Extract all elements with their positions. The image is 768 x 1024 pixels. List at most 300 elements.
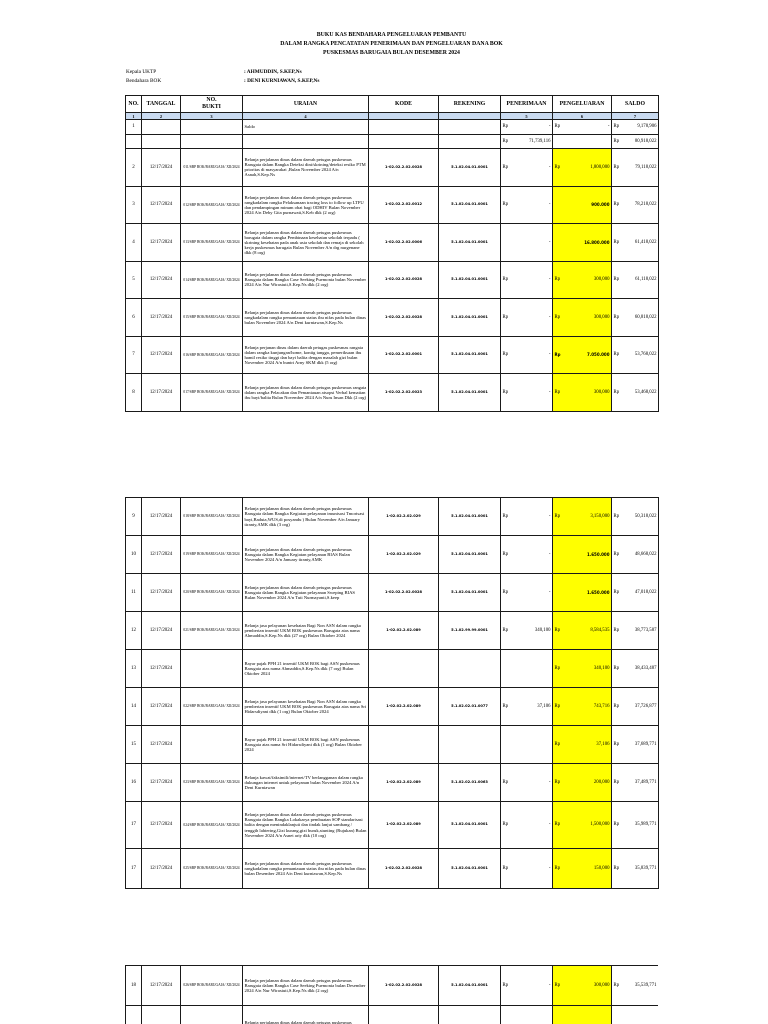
cell-no: 16 bbox=[126, 764, 142, 802]
cell-bukti: 024/SBP BOK/BARUGAIA/ XII/2024 bbox=[181, 802, 243, 849]
cell-pengeluaran bbox=[553, 612, 612, 650]
ledger-row bbox=[126, 299, 659, 337]
ledger-row bbox=[126, 149, 659, 187]
amount-penerimaan bbox=[503, 983, 551, 988]
cell-saldo bbox=[612, 966, 659, 1006]
cell-bukti: 022/SBP BOK/BARUGAIA/ XII/2024 bbox=[181, 688, 243, 726]
cell-kode: 1-02.02.2.02.089 bbox=[369, 688, 439, 726]
cell-uraian: Bayar pajak PPH 21 insentif UKM BOK bagi ASN puskesmas Barugaia atas nama Sri Hidarsdiyani dkk (1 org) Bulan Oktober 2024 bbox=[243, 726, 369, 764]
ledger-table bbox=[125, 965, 658, 1024]
amount-pengeluaran bbox=[555, 983, 610, 988]
amount-value: 60,818,022 bbox=[634, 314, 657, 320]
amount-saldo bbox=[614, 742, 657, 747]
cell-tanggal: 12/17/2024 bbox=[142, 726, 181, 764]
cell-pengeluaran bbox=[553, 849, 612, 889]
cell-bukti bbox=[181, 726, 243, 764]
amount-value: 61,418,022 bbox=[634, 239, 657, 245]
cell-penerimaan bbox=[501, 849, 553, 889]
ledger-table bbox=[125, 95, 659, 412]
currency-label: Rp bbox=[554, 352, 561, 358]
official-name: : AHMUDDIN, S.KEP,Ns bbox=[244, 69, 302, 75]
amount-pengeluaran bbox=[555, 352, 610, 357]
amount-value: - bbox=[548, 202, 551, 208]
ledger-row bbox=[126, 574, 659, 612]
cell-no: 15 bbox=[126, 726, 142, 764]
currency-label: Rp bbox=[554, 865, 561, 871]
amount-penerimaan bbox=[503, 822, 551, 827]
cell-tanggal: 12/17/2024 bbox=[142, 336, 181, 374]
cell-uraian: Bayar pajak PPH 21 insentif UKM BOK bagi ASN puskesmas Barugaia atas nama Ahmaddin,S.Kep.Ns dkk (7 org) Bulan Oktober 2024 bbox=[243, 650, 369, 688]
cell-pengeluaran bbox=[553, 224, 612, 262]
amount-value: 743,716 bbox=[593, 703, 610, 709]
cell-no: 17 bbox=[126, 802, 142, 849]
col-header-penerimaan: PENERIMAAN bbox=[501, 96, 553, 113]
ledger-row bbox=[126, 650, 659, 688]
amount-penerimaan bbox=[503, 780, 551, 785]
cell-pengeluaran bbox=[553, 498, 612, 536]
cell-rekening bbox=[439, 1006, 501, 1024]
amount-saldo bbox=[614, 514, 657, 519]
cell-kode: 1-02.02.2.02.029 bbox=[369, 536, 439, 574]
currency-label: Rp bbox=[502, 703, 509, 709]
currency-label: Rp bbox=[554, 741, 561, 747]
cell-uraian: Belanja perjalanan dinas dalam daerah petugas puskesmas Barugaia dalam Rangka Case Seeking Puemonia bulan Desember 2024 A/n Nur Wirastuti,S.Kep.Ns dkk (2 org) bbox=[243, 966, 369, 1006]
currency-label: Rp bbox=[613, 741, 620, 747]
col-header-no-bukti bbox=[181, 96, 243, 113]
amount-value: 35,989,771 bbox=[634, 822, 657, 828]
cell-kode: 1-02.02.2.02.0028 bbox=[369, 966, 439, 1006]
cell-kode: 1-02.02.2.02.0023 bbox=[369, 374, 439, 412]
cell-saldo bbox=[612, 688, 659, 726]
official-row bbox=[126, 77, 446, 86]
amount-pengeluaran bbox=[555, 780, 610, 785]
cell-no: 9 bbox=[126, 498, 142, 536]
cell-uraian: Belanja perjalanan dinas dalam daerah petugas puskesmas Barugaia dalam Rangka Kegiatan pelayanan Sweping BIAS Bulan November 2024 A/n Tuti Nurmayanti,S.keep bbox=[243, 574, 369, 612]
currency-label: Rp bbox=[502, 138, 509, 144]
currency-label: Rp bbox=[613, 239, 620, 245]
cell-penerimaan bbox=[501, 574, 553, 612]
cell-rekening: 5.1.02.02.01.0063 bbox=[439, 764, 501, 802]
currency-label: Rp bbox=[613, 164, 620, 170]
title-line-3: PUSKESMAS BARUGAIA BULAN DESEMBER 2024 bbox=[323, 50, 460, 56]
cell-rekening: 5.1.02.04.01.0001 bbox=[439, 149, 501, 187]
amount-value: 37,726,877 bbox=[634, 703, 657, 709]
currency-label: Rp bbox=[502, 865, 509, 871]
ledger-row bbox=[126, 966, 659, 1006]
currency-label: Rp bbox=[554, 164, 561, 170]
cell-kode: 1-02.02.2.02.0028 bbox=[369, 849, 439, 889]
currency-label: Rp bbox=[613, 982, 620, 988]
amount-value: 53,468,022 bbox=[634, 389, 657, 395]
cell-uraian: Belanja jasa pelayanan kesehatan Bagi Non ASN dalam rangka pemberian insentif UKM BOK puskesmas Barugaia atas nama Ahmaddin,S.Kep.Ns dkk (27 org) Bulan Oktober 2024 bbox=[243, 612, 369, 650]
amount-value: 200,000 bbox=[593, 779, 610, 785]
amount-saldo bbox=[614, 202, 657, 207]
amount-penerimaan bbox=[503, 628, 551, 633]
col-header-no-bukti-line2: BUKTI bbox=[202, 104, 221, 110]
col-header-kode: KODE bbox=[369, 96, 439, 113]
amount-penerimaan bbox=[503, 866, 551, 871]
cell-uraian: Belanja perjalanan dinas dalam daerah petugas puskesmas rangkadalam rangka Pelaksanaan tracing loss to follow up LTFU dan pendampingan minum obat bagi ODHIV Bulan November 2024 A/n Deby Gita purnawati,S.Keb dkk (2 org) bbox=[243, 186, 369, 224]
ledger-row bbox=[126, 764, 659, 802]
cell-no: 7 bbox=[126, 336, 142, 374]
cell-bukti: 020/SBP BOK/BARUGAIA/ XII/2024 bbox=[181, 574, 243, 612]
cell-bukti bbox=[181, 134, 243, 149]
ledger-sheet-2 bbox=[125, 497, 658, 889]
col-header-tanggal: TANGGAL bbox=[142, 96, 181, 113]
amount-penerimaan bbox=[503, 139, 551, 144]
cell-uraian: Belanja jasa pelayanan kesehatan Bagi Non ASN dalam rangka pemberian insentif UKM BOK puskesmas Barugaia atas nama Sri Hidarsdiyani dkk (1 org) Bulan Oktober 2024 bbox=[243, 688, 369, 726]
currency-label: Rp bbox=[554, 124, 561, 130]
cell-penerimaan bbox=[501, 688, 553, 726]
amount-saldo bbox=[614, 315, 657, 320]
col-header-no: NO. bbox=[126, 96, 142, 113]
cell-bukti bbox=[181, 120, 243, 135]
currency-label: Rp bbox=[502, 779, 509, 785]
cell-tanggal: 12/17/2024 bbox=[142, 574, 181, 612]
currency-label: Rp bbox=[613, 627, 620, 633]
amount-value: 1.650.000 bbox=[586, 589, 610, 595]
cell-kode bbox=[369, 120, 439, 135]
currency-label: Rp bbox=[613, 865, 620, 871]
title-line-2: DALAM RANGKA PENCATATAN PENERIMAAN DAN PENGELUARAN DANA BOK bbox=[280, 41, 503, 47]
cell-no: 13 bbox=[126, 650, 142, 688]
cell-penerimaan bbox=[501, 186, 553, 224]
amount-value: 900.000 bbox=[591, 202, 610, 208]
cell-tanggal: 12/17/2024 bbox=[142, 764, 181, 802]
ledger-row bbox=[126, 134, 659, 149]
currency-label: Rp bbox=[613, 779, 620, 785]
cell-no bbox=[126, 1006, 142, 1024]
amount-value: - bbox=[548, 239, 551, 245]
amount-pengeluaran bbox=[555, 666, 610, 671]
cell-rekening: 5.1.02.04.01.0001 bbox=[439, 261, 501, 299]
cell-kode: 1-02.02.2.02.0028 bbox=[369, 261, 439, 299]
amount-value: 16.800.000 bbox=[584, 239, 610, 245]
amount-pengeluaran bbox=[555, 822, 610, 827]
cell-penerimaan bbox=[501, 261, 553, 299]
cell-uraian: Belanja perjalanan dinas dalam daerah petugas puskesmas rangaia dalam rangka Pelacakan dan Pemantauan atsopsi Verbal kematian ibu bayi/balita Bulan November 2024 A/n Nuru Insan Dkk (2 org) bbox=[243, 374, 369, 412]
cell-bukti: 014/SBP BOK/BARUGAIA/ XII/2024 bbox=[181, 261, 243, 299]
cell-kode bbox=[369, 726, 439, 764]
currency-label: Rp bbox=[554, 627, 561, 633]
currency-label: Rp bbox=[554, 779, 561, 785]
currency-label: Rp bbox=[554, 982, 561, 988]
currency-label: Rp bbox=[613, 277, 620, 283]
amount-value: 300,000 bbox=[593, 982, 610, 988]
cell-tanggal bbox=[142, 134, 181, 149]
cell-no: 10 bbox=[126, 536, 142, 574]
cell-kode bbox=[369, 134, 439, 149]
cell-tanggal bbox=[142, 1006, 181, 1024]
cell-rekening: 5.1.02.04.01.0001 bbox=[439, 224, 501, 262]
amount-pengeluaran bbox=[555, 165, 610, 170]
amount-value: - bbox=[548, 589, 551, 595]
currency-label: Rp bbox=[502, 627, 509, 633]
cell-penerimaan bbox=[501, 764, 553, 802]
cell-bukti: 016/SBP BOK/BARUGAIA/ XII/2024 bbox=[181, 336, 243, 374]
cell-pengeluaran bbox=[553, 186, 612, 224]
cell-kode: 1-02.02.2.02.089 bbox=[369, 612, 439, 650]
amount-saldo bbox=[614, 124, 657, 129]
cell-rekening: 5.1.02.04.01.0001 bbox=[439, 802, 501, 849]
cell-tanggal: 12/17/2024 bbox=[142, 149, 181, 187]
cell-saldo bbox=[612, 134, 659, 149]
amount-value: - bbox=[548, 822, 551, 828]
cell-pengeluaran bbox=[553, 650, 612, 688]
currency-label: Rp bbox=[613, 138, 620, 144]
cell-no: 2 bbox=[126, 149, 142, 187]
ledger-row bbox=[126, 120, 659, 135]
amount-penerimaan bbox=[503, 202, 551, 207]
currency-label: Rp bbox=[613, 202, 620, 208]
cell-rekening bbox=[439, 134, 501, 149]
cell-tanggal bbox=[142, 120, 181, 135]
cell-kode bbox=[369, 1006, 439, 1024]
official-row bbox=[126, 68, 446, 77]
currency-label: Rp bbox=[502, 551, 509, 557]
currency-label: Rp bbox=[613, 551, 620, 557]
amount-value: - bbox=[607, 124, 610, 130]
amount-value: 1,800,000 bbox=[590, 164, 610, 170]
cell-no: 5 bbox=[126, 261, 142, 299]
amount-penerimaan bbox=[503, 704, 551, 709]
cell-uraian: Belanja kawat/faksimili/internet/TV berlangganan dalam rangka dukungan internet untuk pelayanan bulan November 2024 A/n Deni Kurniawan bbox=[243, 764, 369, 802]
amount-value: 340,100 bbox=[534, 627, 551, 633]
cell-tanggal: 12/17/2024 bbox=[142, 498, 181, 536]
cell-rekening: 5.1.02.04.01.0001 bbox=[439, 498, 501, 536]
amount-saldo bbox=[614, 552, 657, 557]
cell-tanggal: 12/17/2024 bbox=[142, 261, 181, 299]
header-row bbox=[126, 96, 659, 113]
amount-penerimaan bbox=[503, 315, 551, 320]
amount-value: - bbox=[548, 865, 551, 871]
amount-value: - bbox=[548, 277, 551, 283]
cell-saldo bbox=[612, 224, 659, 262]
column-number: 3 bbox=[181, 113, 243, 120]
cell-saldo bbox=[612, 498, 659, 536]
column-number bbox=[439, 113, 501, 120]
cell-penerimaan bbox=[501, 1006, 553, 1024]
cell-kode: 1-02.02.2.02.029 bbox=[369, 498, 439, 536]
currency-label: Rp bbox=[502, 389, 509, 395]
amount-value: 38,433,487 bbox=[634, 665, 657, 671]
cell-bukti: 026/SBP BOK/BARUGAIA/ XII/2024 bbox=[181, 966, 243, 1006]
amount-value: 53,768,022 bbox=[634, 352, 657, 358]
cell-saldo bbox=[612, 536, 659, 574]
cell-uraian: Belanja perjalanan dinas dalam daerah petugas puskesmas Barugaia dalam Rangka Lokakarya pembuatan SOP standarisasi balita dengan menindaklanjuti dan tindak lanjut sambang / tenggih lahtering,Gizi kurang,gizi buruk,stunting (Rujukan) Bulan November 2024 A/n Asnet ariy dkk (10 org) bbox=[243, 802, 369, 849]
cell-saldo bbox=[612, 120, 659, 135]
cell-kode: 1-02.02.2.02.089 bbox=[369, 802, 439, 849]
amount-value: 37,106 bbox=[537, 703, 551, 709]
column-number: 4 bbox=[243, 113, 369, 120]
amount-pengeluaran bbox=[555, 552, 610, 557]
cell-saldo bbox=[612, 726, 659, 764]
cell-pengeluaran bbox=[553, 536, 612, 574]
document-title bbox=[125, 31, 658, 58]
cell-kode: 1-02.02.2.02.0001 bbox=[369, 336, 439, 374]
amount-value: 50,318,022 bbox=[634, 513, 657, 519]
currency-label: Rp bbox=[554, 665, 561, 671]
amount-value: 78,218,022 bbox=[634, 202, 657, 208]
currency-label: Rp bbox=[554, 513, 561, 519]
amount-value: 35,539,771 bbox=[634, 982, 657, 988]
ledger-row bbox=[126, 612, 659, 650]
cell-no: 4 bbox=[126, 224, 142, 262]
amount-value: 37,689,771 bbox=[634, 741, 657, 747]
cell-pengeluaran bbox=[553, 374, 612, 412]
cell-no: 6 bbox=[126, 299, 142, 337]
cell-rekening: 5.1.02.02.01.0077 bbox=[439, 688, 501, 726]
cell-uraian: Belanja perjalanan dinas dalam daerah petugas puskesmas Barugaia dalam Rangka Deteksi dini/skrining/deteksi resiko PTM prioritas di masyarakat ,Bulan November 2024 A/n Asnah,S.Kep.Ns bbox=[243, 149, 369, 187]
cell-kode: 1-02.02.2.02.0006 bbox=[369, 224, 439, 262]
amount-penerimaan bbox=[503, 165, 551, 170]
amount-pengeluaran bbox=[555, 240, 610, 245]
officials-block bbox=[126, 68, 446, 86]
amount-value: - bbox=[548, 164, 551, 170]
cell-pengeluaran bbox=[553, 336, 612, 374]
amount-penerimaan bbox=[503, 277, 551, 282]
amount-pengeluaran bbox=[555, 704, 610, 709]
amount-value: - bbox=[548, 551, 551, 557]
ledger-row bbox=[126, 336, 659, 374]
amount-penerimaan bbox=[503, 240, 551, 245]
cell-saldo bbox=[612, 261, 659, 299]
ledger-row bbox=[126, 224, 659, 262]
cell-no: 17 bbox=[126, 849, 142, 889]
cell-uraian: Saldo bbox=[243, 120, 369, 135]
cell-saldo bbox=[612, 764, 659, 802]
cell-kode: 1-02.02.2.02.0012 bbox=[369, 186, 439, 224]
currency-label: Rp bbox=[502, 352, 509, 358]
cell-pengeluaran bbox=[553, 764, 612, 802]
cell-bukti: 019/SBP BOK/BARUGAIA/ XII/2024 bbox=[181, 536, 243, 574]
currency-label: Rp bbox=[613, 589, 620, 595]
cell-penerimaan bbox=[501, 134, 553, 149]
cell-penerimaan bbox=[501, 224, 553, 262]
currency-label: Rp bbox=[502, 589, 509, 595]
amount-value: - bbox=[548, 124, 551, 130]
amount-pengeluaran bbox=[555, 514, 610, 519]
cell-uraian: Belanja perjalanan dinas dalam daerah petugas puskesmas Barugaia dalam Rangka Case Seeking Puemonia bulan November 2024 A/n Nur Wirastuti,S.Kep.Ns dkk (2 org) bbox=[243, 261, 369, 299]
cell-saldo bbox=[612, 849, 659, 889]
cell-pengeluaran bbox=[553, 120, 612, 135]
column-number: 2 bbox=[142, 113, 181, 120]
currency-label: Rp bbox=[554, 314, 561, 320]
cell-saldo bbox=[612, 650, 659, 688]
cell-uraian: Belanja perjalanan dinas dalam daerah petugas puskesmas Barugaia dalam Rangka Kegiatan pelayanan imunisasi Tmorisasi bayi,Baduta,WUS,di posyandu ) Bulan November A/n January tiranty,AMK dkk (3 org) bbox=[243, 498, 369, 536]
cell-saldo bbox=[612, 802, 659, 849]
official-name: : DENI KURNIAWAN, S.KEP,Ns bbox=[244, 78, 320, 84]
amount-saldo bbox=[614, 165, 657, 170]
currency-label: Rp bbox=[554, 822, 561, 828]
cell-pengeluaran bbox=[553, 574, 612, 612]
cell-tanggal: 12/17/2024 bbox=[142, 688, 181, 726]
amount-value: 300,000 bbox=[593, 277, 610, 283]
amount-saldo bbox=[614, 139, 657, 144]
col-header-no-bukti-line1: NO. bbox=[206, 97, 217, 103]
amount-value: 3,150,000 bbox=[590, 513, 610, 519]
cell-pengeluaran bbox=[553, 134, 612, 149]
cell-tanggal: 12/17/2024 bbox=[142, 224, 181, 262]
cell-penerimaan bbox=[501, 726, 553, 764]
cell-rekening: 5.1.02.99.99.0001 bbox=[439, 612, 501, 650]
amount-saldo bbox=[614, 666, 657, 671]
amount-value: 47,018,022 bbox=[634, 589, 657, 595]
ledger-row bbox=[126, 536, 659, 574]
ledger-table bbox=[125, 497, 659, 889]
cell-tanggal: 12/17/2024 bbox=[142, 299, 181, 337]
title-line-1: BUKU KAS BENDAHARA PENGELUARAN PEMBANTU bbox=[316, 32, 467, 38]
ledger-row bbox=[126, 726, 659, 764]
amount-value: 9,178,906 bbox=[637, 124, 657, 130]
amount-saldo bbox=[614, 590, 657, 595]
cell-penerimaan bbox=[501, 498, 553, 536]
amount-saldo bbox=[614, 277, 657, 282]
cell-bukti bbox=[181, 650, 243, 688]
column-number-row bbox=[126, 113, 659, 120]
amount-value: 7.050.000 bbox=[586, 352, 610, 358]
currency-label: Rp bbox=[554, 389, 561, 395]
cell-no: 12 bbox=[126, 612, 142, 650]
cell-tanggal: 12/17/2024 bbox=[142, 966, 181, 1006]
cell-penerimaan bbox=[501, 149, 553, 187]
amount-value: 37,106 bbox=[596, 741, 610, 747]
cell-uraian: Belanja perjalanan dinas dalam daerah petugas puskesmas rangkadalam rangka pemantauan status ibu nifas pada bulan dinas bulan November 2024 A/n Deni kurniawan,S.Kep.Ns bbox=[243, 299, 369, 337]
cell-pengeluaran bbox=[553, 966, 612, 1006]
cell-no: 14 bbox=[126, 688, 142, 726]
cell-penerimaan bbox=[501, 650, 553, 688]
amount-value: 150,000 bbox=[593, 865, 610, 871]
currency-label: Rp bbox=[502, 822, 509, 828]
cell-tanggal: 12/17/2024 bbox=[142, 186, 181, 224]
cell-no: 8 bbox=[126, 374, 142, 412]
cell-saldo bbox=[612, 1006, 659, 1024]
cell-tanggal: 12/17/2024 bbox=[142, 536, 181, 574]
cell-uraian bbox=[243, 134, 369, 149]
cell-pengeluaran bbox=[553, 261, 612, 299]
amount-pengeluaran bbox=[555, 124, 610, 129]
cell-no bbox=[126, 134, 142, 149]
amount-value: 300,000 bbox=[593, 314, 610, 320]
cell-kode bbox=[369, 650, 439, 688]
cell-uraian: Belanja perjalanan dinas dalam daerah petugas puskesmas bbox=[243, 1006, 369, 1024]
cell-kode: 1-02.02.2.02.089 bbox=[369, 764, 439, 802]
column-number: 7 bbox=[612, 113, 659, 120]
amount-value: 300,000 bbox=[593, 389, 610, 395]
amount-pengeluaran bbox=[555, 390, 610, 395]
amount-penerimaan bbox=[503, 590, 551, 595]
cell-rekening bbox=[439, 650, 501, 688]
cell-no: 18 bbox=[126, 966, 142, 1006]
cell-uraian: Belanja perjalanan dinas dalam daerah petugas puskesmas Barugaia dalam Rangka Kegiatan pelayanan BIAS Bulan November 2024 A/n January tiranty,AMK bbox=[243, 536, 369, 574]
amount-saldo bbox=[614, 822, 657, 827]
cell-tanggal: 12/17/2024 bbox=[142, 374, 181, 412]
ledger-row bbox=[126, 849, 659, 889]
ledger-row bbox=[126, 498, 659, 536]
cell-tanggal: 12/17/2024 bbox=[142, 849, 181, 889]
cell-pengeluaran bbox=[553, 802, 612, 849]
ledger-row bbox=[126, 261, 659, 299]
currency-label: Rp bbox=[554, 703, 561, 709]
ledger-row bbox=[126, 186, 659, 224]
cell-rekening: 5.1.02.04.01.0001 bbox=[439, 849, 501, 889]
official-role: Kepala UKTP bbox=[126, 69, 157, 75]
cell-rekening bbox=[439, 726, 501, 764]
amount-saldo bbox=[614, 352, 657, 357]
cell-uraian: Belanja perjanan dinas dalam daerah petugas puskesmas rangaia dalam rangka kunjungan/home, kontig tangga, pemeriksaan ibu hamil resiko tinggi dan bayi balita dengan masalah gizi bulan November 2024 A/n buntri Arny SKM dkk (5 org) bbox=[243, 336, 369, 374]
amount-penerimaan bbox=[503, 352, 551, 357]
currency-label: Rp bbox=[502, 314, 509, 320]
